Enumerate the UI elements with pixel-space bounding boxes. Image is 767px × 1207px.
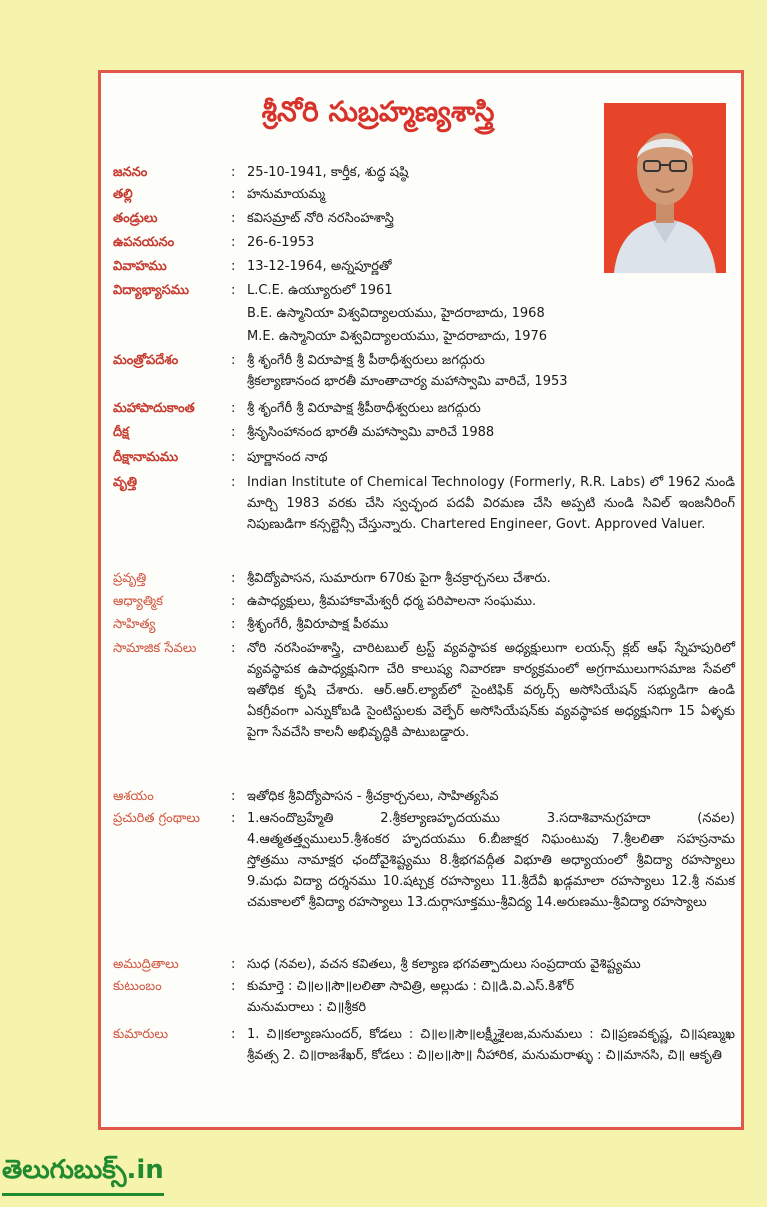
info-value: కుమార్తె : చి॥ల॥సౌ॥లలితా సావిత్రి, అల్లుడు : చి॥డి.వి.ఎస్.కిశోర్ మనుమరాలు : చి॥శ్రీకరి <box>247 979 575 1015</box>
label-colon: : <box>231 957 236 972</box>
label-colon: : <box>231 617 236 632</box>
info-row <box>113 808 735 913</box>
info-value: శ్రీనృసింహానంద భారతీ మహాస్వామి వారిచే 1988 <box>247 425 495 440</box>
info-label: ప్రవృత్తి <box>113 571 147 586</box>
logo-suffix: .in <box>126 1155 164 1185</box>
info-label: మంత్రోపదేశం <box>113 353 179 368</box>
info-row <box>113 184 735 205</box>
info-value: 25-10-1941, కార్తీక, శుద్ధ షష్ఠి <box>247 165 409 180</box>
info-row <box>113 786 735 807</box>
info-row <box>113 303 735 324</box>
info-label: విద్యాభ్యాసము <box>113 283 189 298</box>
info-row <box>113 350 735 392</box>
info-value: L.C.E. ఉయ్యూరులో 1961 <box>247 283 393 298</box>
info-value: శ్రీవిద్యోపాసన, సుమారుగా 670కు పైగా శ్రీచక్రార్చనలు చేశారు. <box>247 571 551 586</box>
info-value: 13-12-1964, అన్నపూర్ణతో <box>247 259 392 274</box>
info-value: ఇతోధిక శ్రీవిద్యోపాసన - శ్రీచక్రార్చనలు, సాహిత్యసేవ <box>247 789 499 804</box>
info-value: శ్రీ శృంగేరీ శ్రీ విరూపాక్ష శ్రీ పీఠాధీశ్వరులు జగద్గురు శ్రీకల్యాణానంద భారతీ మాంతాచార్య మహాస్వామి వారిచే, 1953 <box>247 353 568 389</box>
info-value: సుధ (నవల), వచన కవితలు, శ్రీ కల్యాణ భగవత్పాదులు సంప్రదాయ వైశిష్ట్యము <box>247 957 641 972</box>
label-colon: : <box>231 475 236 490</box>
info-value: నోరి నరసింహశాస్త్రి, చారిటబుల్ ట్రస్ట్ వ్యవస్థాపక అధ్యక్షులుగా లయన్స్ క్లబ్ ఆఫ్ స్నేహపురిలో వ్యవస్థాపక ఉపాధ్యక్షునిగా చేరి కాలుష్య నివారణా కార్యక్రమంలో అగ్రగాములుగాసమాజ సేవలో ఇతోధిక కృషి చేశారు. ఆర్.ఆర్.ల్యాబ్‌లో సైంటిఫిక్ వర్కర్స్ అసోసియేషన్ సభ్యుడిగా ఉండి ఏకగ్రీవంగా ఎన్నుకోబడి సైంటిస్టులకు వెల్ఫేర్ అసోసియేషన్‌కు వ్యవస్థాపక అధ్యక్షునిగా 15 ఏళ్ళకు పైగా సేవచేసి కాలనీ అభివృద్ధికి పాటుబడ్డారు. <box>247 641 735 740</box>
info-row <box>113 614 735 635</box>
label-colon: : <box>231 401 236 416</box>
info-label: వివాహము <box>113 259 167 274</box>
info-label: తల్లి <box>113 187 133 202</box>
info-value: Indian Institute of Chemical Technology (Formerly, R.R. Labs) లో 1962 నుండి మార్చి 1983 వరకు చేసి స్వచ్ఛంద పదవీ విరమణ చేసి అప్పటి నుండి సివిల్ ఇంజనీరింగ్ నిపుణుడిగా కన్సల్టెన్సీ చేస్తున్నారు. Chartered Engineer, Govt. Approved Valuer. <box>247 475 735 532</box>
info-row <box>113 638 735 743</box>
info-label: కుటుంబం <box>113 979 162 994</box>
info-row <box>113 591 735 612</box>
info-label: ఉపనయనం <box>113 235 175 250</box>
info-label: జననం <box>113 165 148 180</box>
label-colon: : <box>231 979 236 994</box>
info-value: 26-6-1953 <box>247 235 315 250</box>
label-colon: : <box>231 811 236 826</box>
info-value: శ్రీ శృంగేరీ శ్రీ విరూపాక్ష శ్రీపీఠాధీశ్వరులు జగద్గురు <box>247 401 481 416</box>
info-value: B.E. ఉస్మానియా విశ్వవిద్యాలయము, హైదరాబాదు, 1968 <box>247 306 545 321</box>
label-colon: : <box>231 594 236 609</box>
logo-text: తెలుగుబుక్స్ <box>2 1155 127 1185</box>
info-value: పూర్ణానంద నాథ <box>247 450 328 465</box>
label-colon: : <box>231 283 236 298</box>
label-colon: : <box>231 641 236 656</box>
info-row <box>113 280 735 301</box>
label-colon: : <box>231 425 236 440</box>
info-label: కుమారులు <box>113 1027 169 1042</box>
info-label: మహాపాదుకాంత <box>113 401 195 416</box>
label-colon: : <box>231 165 236 180</box>
label-colon: : <box>231 353 236 368</box>
info-row <box>113 976 735 1018</box>
label-colon: : <box>231 235 236 250</box>
info-row <box>113 398 735 419</box>
info-row <box>113 568 735 589</box>
info-row <box>113 422 735 443</box>
info-value: కవిసమ్రాట్ నోరి నరసింహశాస్త్రి <box>247 211 394 226</box>
label-colon: : <box>231 450 236 465</box>
label-colon: : <box>231 789 236 804</box>
info-row <box>113 447 735 468</box>
info-row <box>113 162 735 183</box>
label-colon: : <box>231 211 236 226</box>
info-value: M.E. ఉస్మానియా విశ్వవిద్యాలయము, హైదరాబాదు, 1976 <box>247 329 548 344</box>
info-row <box>113 954 735 975</box>
info-label: ప్రచురిత గ్రంథాలు <box>113 811 200 826</box>
info-label: సాహిత్య <box>113 617 156 632</box>
info-row <box>113 208 735 229</box>
info-value: ఉపాధ్యక్షులు, శ్రీమహాకామేశ్వరీ ధర్మ పరిపాలనా సంఘము. <box>247 594 537 609</box>
info-value: హనుమాయమ్మ <box>247 187 326 202</box>
info-value: శ్రీశృంగేరీ, శ్రీవిరూపాక్ష పీఠము <box>247 617 389 632</box>
info-label: వృత్తి <box>113 475 138 490</box>
info-label: ఆధ్యాత్మిక <box>113 594 163 609</box>
info-label: అముద్రితాలు <box>113 957 179 972</box>
info-label: ఆశయం <box>113 789 154 804</box>
info-row <box>113 232 735 253</box>
page-title: శ్రీనోరి సుబ్రహ్మణ్యశాస్త్రి <box>261 95 495 128</box>
info-row <box>113 326 735 347</box>
label-colon: : <box>231 571 236 586</box>
logo-underline <box>2 1193 164 1196</box>
info-value: 1. చి॥కల్యాణసుందర్, కోడలు : చి॥ల॥సౌ॥లక్ష్మీశైలజ,మనుమలు : చి॥ప్రణవకృష్ణ, చి॥షణ్ముఖ శ్రీవత్స 2. చి॥రాజశేఖర్, కోడలు : చి॥ల॥సౌ॥ నీహారిక, మనుమరాళ్ళు : చి॥మానసి, చి॥ ఆకృతి <box>247 1027 735 1063</box>
label-colon: : <box>231 1027 236 1042</box>
site-logo[interactable] <box>2 1155 164 1191</box>
info-row <box>113 1024 735 1066</box>
label-colon: : <box>231 187 236 202</box>
info-row <box>113 472 735 535</box>
info-label: దీక్షానామము <box>113 450 179 465</box>
label-colon: : <box>231 259 236 274</box>
info-label: తండ్రులు <box>113 211 158 226</box>
info-row <box>113 256 735 277</box>
info-label: సామాజిక సేవలు <box>113 641 197 656</box>
info-value: 1.ఆనందొబ్రహ్మేతి 2.శ్రీకల్యాణహృదయము 3.సదాశివానుగ్రహదా (నవల) 4.ఆత్మతత్త్వములు5.శ్రీశంకర హృదయము 6.బీజాక్షర నిఘంటువు 7.శ్రీలలితా సహస్రనామ స్తోత్రము నామాక్షర ఛందోవైశిష్ట్యము 8.శ్రీభగవద్గీత విభూతి అధ్యాయంలో శ్రీవిద్యా రహస్యాలు 9.మధు విద్యా దర్శనము 10.షట్చక్ర రహస్యాలు 11.శ్రీదేవీ ఖడ్గమాలా రహస్యాలు 12.శ్రీ నమక చమకాలలో శ్రీవిద్యా రహస్యాలు 13.దుర్గాసూక్తము-శ్రీవిద్య 14.అరుణము-శ్రీవిద్యా రహస్యాలు <box>247 811 735 910</box>
info-label: దీక్ష <box>113 425 129 440</box>
